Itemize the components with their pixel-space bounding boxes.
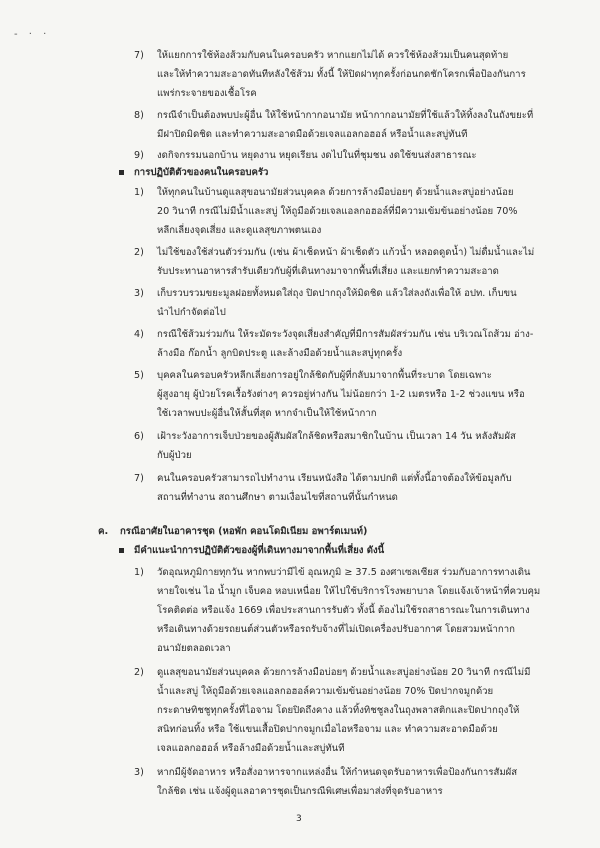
list-number: 4): [134, 329, 144, 340]
section-title: กรณีอาศัยในอาคารชุด (หอพัก คอนโดมิเนียม อพาร์ตเมนท์): [120, 526, 368, 537]
page-number: 3: [296, 814, 302, 824]
list-number: 9): [134, 150, 144, 161]
list-text: กรณีจำเป็นต้องพบปะผู้อื่น ให้ใช้หน้ากากอนามัย หน้ากากอนามัยที่ใช้แล้วให้ทิ้งลงในถังขยะที่: [157, 110, 534, 121]
list-text: 20 วินาที กรณีไม่มีน้ำและสบู่ ให้ถูมือด้วยเจลแอลกอฮอล์ที่มีความเข้มข้นอย่างน้อย 70%: [157, 206, 518, 217]
list-number: 5): [134, 370, 144, 381]
list-number: 7): [134, 50, 144, 61]
list-text: มีฝาปิดมิดชิด และทำความสะอาดมือด้วยเจลแอลกอฮอล์ หรือน้ำและสบู่ทันที: [157, 129, 468, 140]
list-text: เก็บรวบรวมขยะมูลฝอยทั้งหมดใส่ถุง ปิดปากถุงให้มิดชิด แล้วใส่ลงถังเพื่อให้ อปท. เก็บขน: [157, 288, 517, 299]
list-text: กรณีใช้ส้วมร่วมกัน ให้ระมัดระวังจุดเสี่ยงสำคัญที่มีการสัมผัสร่วมกัน เช่น บริเวณโถส้วม อ่าง-: [157, 329, 534, 340]
list-text: อนามัยตลอดเวลา: [157, 643, 231, 654]
list-text: ให้แยกการใช้ห้องส้วมกับคนในครอบครัว หากแยกไม่ได้ ควรใช้ห้องส้วมเป็นคนสุดท้าย: [157, 50, 509, 61]
list-number: 3): [134, 288, 144, 299]
list-text: สถานที่ทำงาน สถานศึกษา ตามเงื่อนไขที่สถานที่นั้นกำหนด: [157, 492, 398, 503]
list-text: แพร่กระจายของเชื้อโรค: [157, 88, 257, 99]
scan-artifact: - · ·: [14, 29, 51, 40]
list-text: ผู้สูงอายุ ผู้ป่วยโรคเรื้อรังต่างๆ ควรอยู่ห่างกัน ไม่น้อยกว่า 1-2 เมตรหรือ 1-2 ช่วงแขน หรือ: [157, 389, 525, 400]
list-text: น้ำและสบู่ ให้ถูมือด้วยเจลแอลกอฮอล์ความเข้มข้นอย่างน้อย 70% ปิดปากจมูกด้วย: [157, 686, 494, 697]
list-text: และให้ทำความสะอาดทันทีหลังใช้ส้วม ทั้งนี้ ให้ปิดฝาทุกครั้งก่อนกดชักโครกเพื่อป้องกันการ: [157, 69, 526, 80]
list-text: หลีกเลี่ยงจุดเสี่ยง และดูแลสุขภาพตนเอง: [157, 225, 322, 236]
list-text: กับผู้ป่วย: [157, 450, 192, 461]
section-heading: มีคำแนะนำการปฏิบัติตัวของผู้ที่เดินทางมาจากพื้นที่เสี่ยง ดังนี้: [134, 545, 385, 556]
list-text: เฝ้าระวังอาการเจ็บป่วยของผู้สัมผัสใกล้ชิดหรือสมาชิกในบ้าน เป็นเวลา 14 วัน หลังสัมผัส: [157, 431, 516, 442]
list-number: 1): [134, 187, 144, 198]
list-number: 8): [134, 110, 144, 121]
list-number: 6): [134, 431, 144, 442]
list-text: ล้างมือ ก๊อกน้ำ ลูกบิดประตู และล้างมือด้วยน้ำและสบู่ทุกครั้ง: [157, 348, 403, 359]
list-text: คนในครอบครัวสามารถไปทำงาน เรียนหนังสือ ได้ตามปกติ แต่ทั้งนี้อาจต้องให้ข้อมูลกับ: [157, 473, 512, 484]
bullet-icon: [119, 548, 124, 553]
list-text: ใช้เวลาพบปะผู้อื่นให้สั้นที่สุด หากจำเป็นให้ใช้หน้ากาก: [157, 408, 377, 419]
list-text: นำไปกำจัดต่อไป: [157, 307, 226, 318]
bullet-icon: [119, 170, 124, 175]
list-text: บุคคลในครอบครัวหลีกเลี่ยงการอยู่ใกล้ชิดกับผู้ที่กลับมาจากพื้นที่ระบาด โดยเฉพาะ: [157, 370, 492, 381]
list-text: สนิทก่อนทิ้ง หรือ ใช้แขนเสื้อปิดปากจมูกเมื่อไอหรือจาม และ ทำความสะอาดมือด้วย: [157, 724, 498, 735]
list-text: เจลแอลกอฮอล์ หรือล้างมือด้วยน้ำและสบู่ทันที: [157, 743, 345, 754]
list-text: หากมีผู้จัดอาหาร หรือสั่งอาหารจากแหล่งอื่น ให้กำหนดจุดรับอาหารเพื่อป้องกันการสัมผัส: [157, 767, 518, 778]
list-number: 1): [134, 567, 144, 578]
list-text: ไม่ใช้ของใช้ส่วนตัวร่วมกัน (เช่น ผ้าเช็ดหน้า ผ้าเช็ดตัว แก้วน้ำ หลอดดูดน้ำ) ไม่ดื่มน้ำและไม่: [157, 247, 535, 258]
section-letter: ค.: [98, 526, 109, 537]
list-text: งดกิจกรรมนอกบ้าน หยุดงาน หยุดเรียน งดไปในที่ชุมชน งดใช้ขนส่งสาธารณะ: [157, 150, 477, 161]
list-number: 3): [134, 767, 144, 778]
list-number: 2): [134, 667, 144, 678]
list-text: ใกล้ชิด เช่น แจ้งผู้ดูแลอาคารชุดเป็นกรณีพิเศษเพื่อมาส่งที่จุดรับอาหาร: [157, 786, 443, 797]
list-text: หรือเดินทางด้วยรถยนต์ส่วนตัวหรือรถรับจ้างที่ไม่เปิดเครื่องปรับอากาศ โดยสวมหน้ากาก: [157, 624, 515, 635]
list-number: 2): [134, 247, 144, 258]
list-text: ให้ทุกคนในบ้านดูแลสุขอนามัยส่วนบุคคล ด้วยการล้างมือบ่อยๆ ด้วยน้ำและสบู่อย่างน้อย: [157, 187, 514, 198]
list-text: ดูแลสุขอนามัยส่วนบุคคล ด้วยการล้างมือบ่อยๆ ด้วยน้ำและสบู่อย่างน้อย 20 วินาที กรณีไม่มี: [157, 667, 531, 678]
list-number: 7): [134, 473, 144, 484]
list-text: รับประทานอาหารสำรับเดียวกับผู้ที่เดินทางมาจากพื้นที่เสี่ยง และแยกทำความสะอาด: [157, 266, 499, 277]
list-text: กระดาษทิชชูทุกครั้งที่ไอจาม โดยปิดถึงคาง แล้วทิ้งทิชชูลงในถุงพลาสติกและปิดปากถุงให้: [157, 705, 520, 716]
section-heading: การปฏิบัติตัวของคนในครอบครัว: [134, 167, 269, 178]
list-text: หายใจเช่น ไอ น้ำมูก เจ็บคอ หอบเหนื่อย ให้ไปใช้บริการโรงพยาบาล โดยแจ้งเจ้าหน้าที่ควบคุม: [157, 586, 541, 597]
list-text: วัดอุณหภูมิกายทุกวัน หากพบว่ามีไข้ อุณหภูมิ ≥ 37.5 องศาเซลเซียส ร่วมกับอาการทางเดิน: [157, 567, 531, 578]
list-text: โรคติดต่อ หรือแจ้ง 1669 เพื่อประสานการรับตัว ทั้งนี้ ต้องไม่ใช้รถสาธารณะในการเดินทาง: [157, 605, 530, 616]
